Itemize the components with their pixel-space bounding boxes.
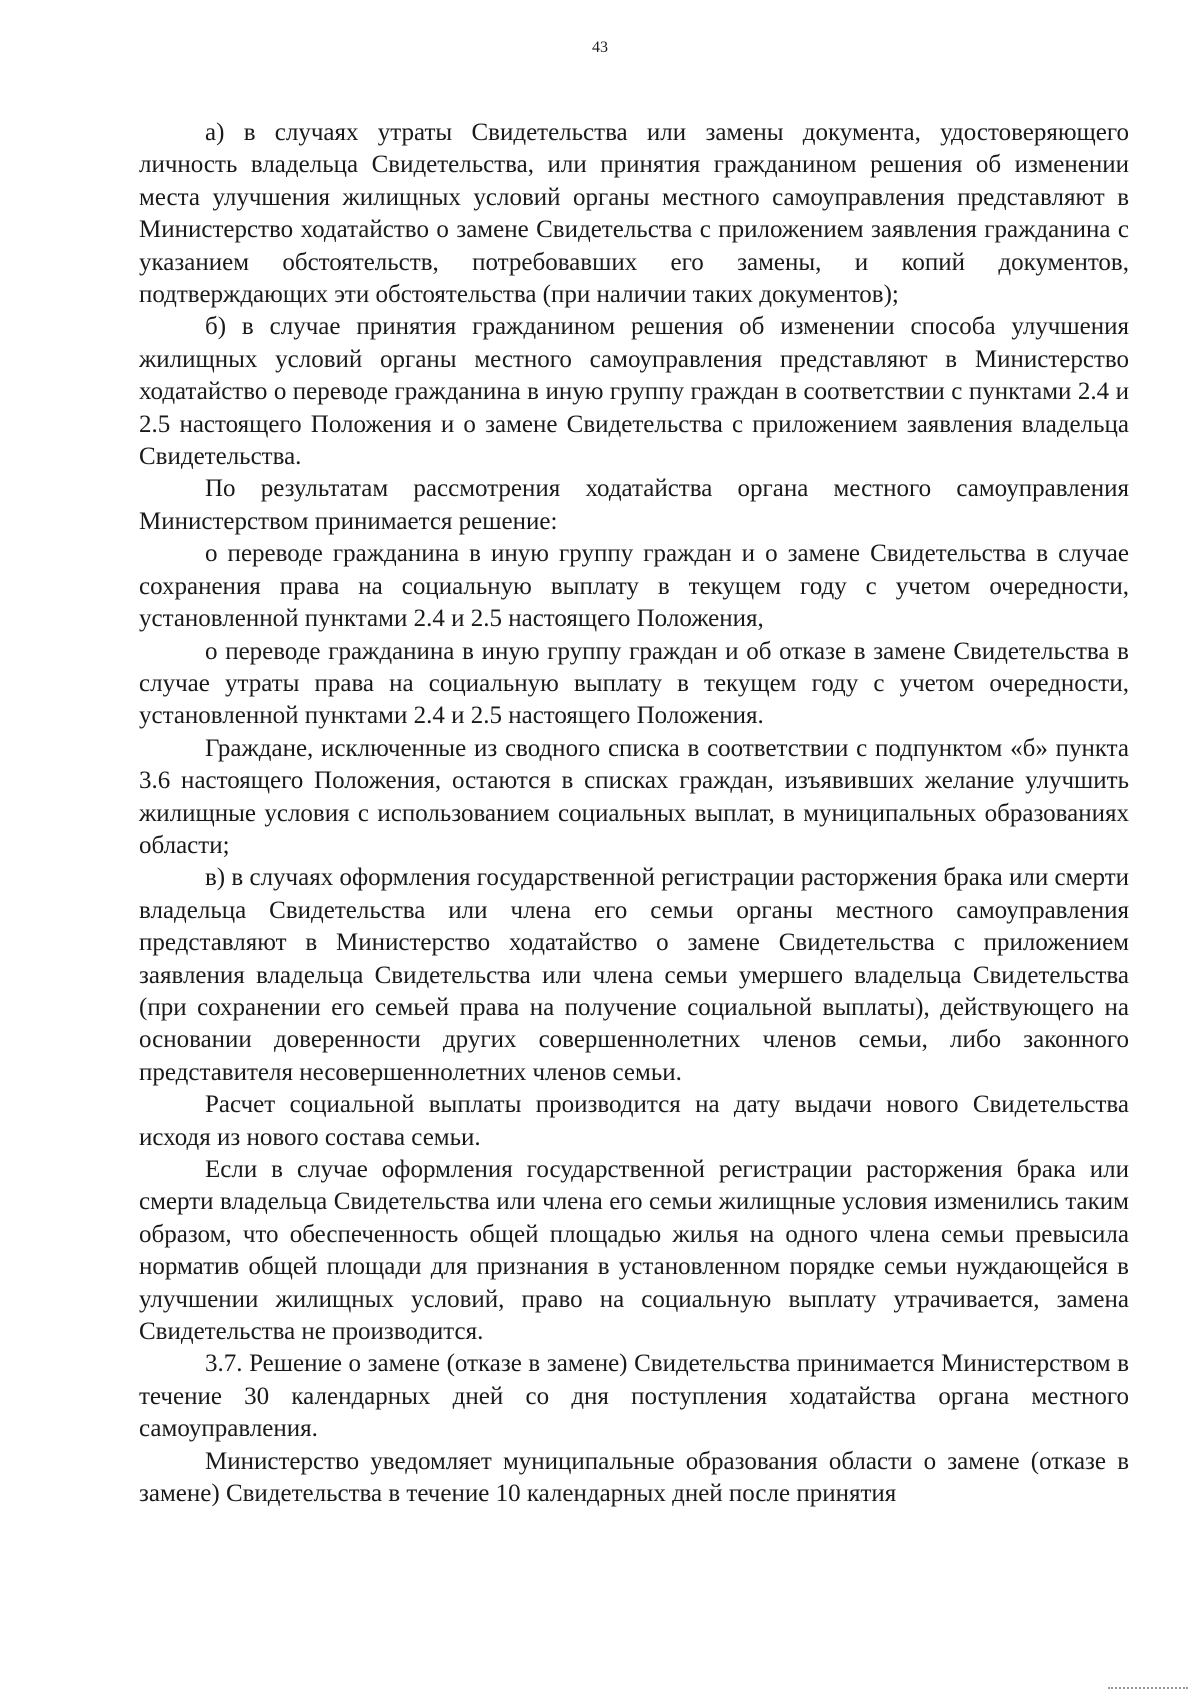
paragraph-notification: Министерство уведомляет муниципальные образования области о замене (отказе в замене) Свидетельства в течение 10 календарных дней после принятия [139,1447,1129,1508]
paragraph-review-results: По результатам рассмотрения ходатайства органа местного самоуправления Министерством принимается решение: [139,475,1129,535]
paragraph-payment-calculation: Расчет социальной выплаты производится на дату выдачи нового Свидетельства исходя из нового состава семьи. [139,1091,1129,1151]
scan-artifact [1108,1681,1188,1689]
document-body [139,117,1129,1510]
paragraph-subitem-v: в) в случаях оформления государственной регистрации расторжения брака или смерти владельца Свидетельства или члена его семьи органы местного самоуправления представляют в Министерство ходатайство о замене Свидетельства с приложением заявления владельца Свидетельства или члена семьи умершего владельца Свидетельства (при сохранении его семьей права на получение социальной выплаты), действующего на основании доверенности других совершеннолетних членов семьи, либо законного представителя несовершеннолетних членов семьи. [139,864,1129,1086]
paragraph-subitem-a: а) в случаях утраты Свидетельства или замены документа, удостоверяющего личность владельца Свидетельства, или принятия гражданином решения об изменении места улучшения жилищных условий органы местного самоуправления представляют в Министерство ходатайство о замене Свидетельства с приложением заявления гражданина с указанием обстоятельств, потребовавших его замены, и копий документов, подтверждающих эти обстоятельства (при наличии таких документов); [139,119,1129,309]
paragraph-clause-3-7: 3.7. Решение о замене (отказе в замене) Свидетельства принимается Министерством в течение 30 календарных дней со дня поступления ходатайства органа местного самоуправления. [139,1350,1129,1443]
paragraph-excluded-citizens: Граждане, исключенные из сводного списка в соответствии с подпунктом «б» пункта 3.6 настоящего Положения, остаются в списках граждан, изъявивших желание улучшить жилищные условия с использованием социальных выплат, в муниципальных образованиях области; [139,734,1129,859]
paragraph-subitem-b: б) в случае принятия гражданином решения об изменении способа улучшения жилищных условий органы местного самоуправления представляют в Министерство ходатайство о переводе гражданина в иную группу граждан в соответствии с пунктами 2.4 и 2.5 настоящего Положения и о замене Свидетельства с приложением заявления владельца Свидетельства. [139,313,1129,471]
paragraph-right-lost: Если в случае оформления государственной регистрации расторжения брака или смерти владельца Свидетельства или члена его семьи жилищные условия изменились таким образом, что обеспеченность общей площадью жилья на одного члена семьи превысила норматив общей площади для признания в установленном порядке семьи нуждающейся в улучшении жилищных условий, право на социальную выплату утрачивается, замена Свидетельства не производится. [139,1156,1129,1346]
paragraph-decision-replace: о переводе гражданина в иную группу граждан и о замене Свидетельства в случае сохранения права на социальную выплату в текущем году с учетом очередности, установленной пунктами 2.4 и 2.5 настоящего Положения, [139,540,1129,633]
paragraph-decision-refuse: о переводе гражданина в иную группу граждан и об отказе в замене Свидетельства в случае утраты права на социальную выплату в текущем году с учетом очередности, установленной пунктами 2.4 и 2.5 настоящего Положения. [139,637,1129,730]
page-number: 43 [592,39,608,56]
